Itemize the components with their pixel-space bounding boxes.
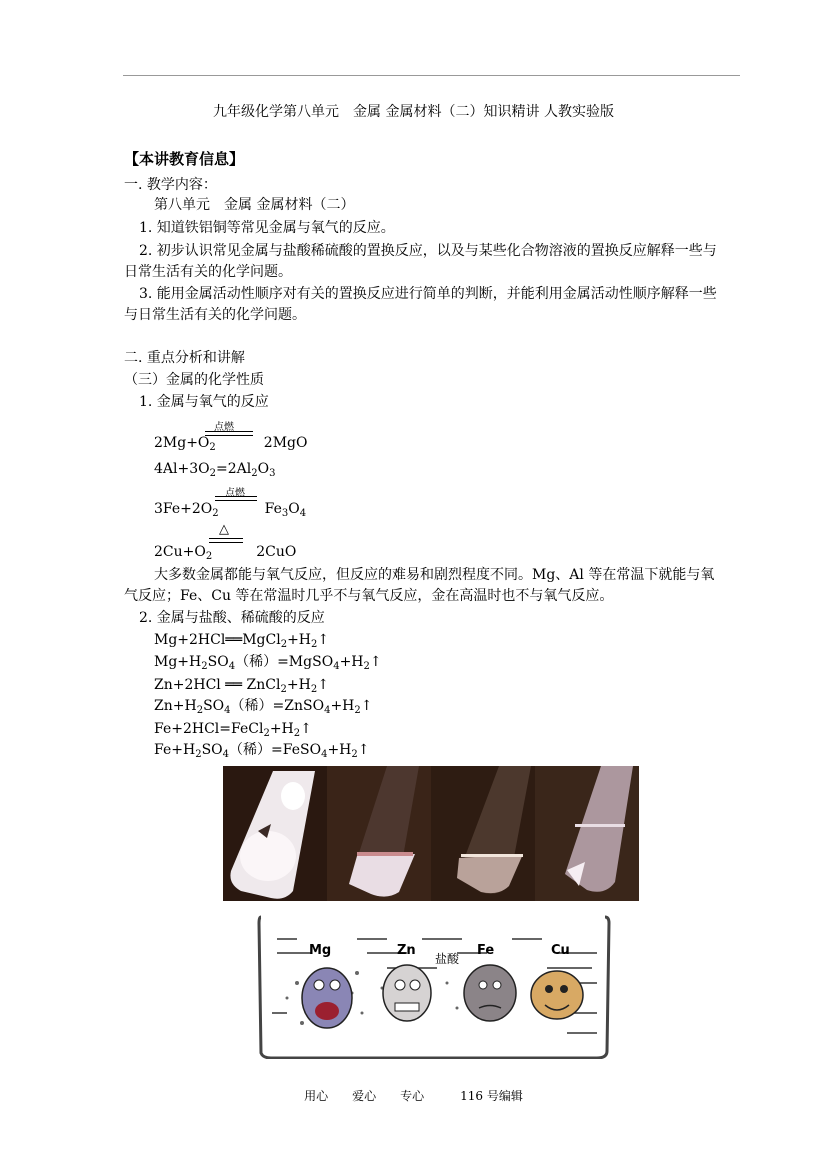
tube-fe-image	[431, 766, 535, 901]
cu-character	[531, 971, 583, 1019]
paragraph-line1: 大多数金属都能与氧气反应，但反应的难易和剧烈程度不同。Mg、Al 等在常温下就能与氧	[154, 567, 715, 583]
reaction-zn-hcl: Zn+2HCl ══ $ZnCl_2+H_2↑$	[154, 677, 329, 695]
reaction-fe-hcl: $Fe+2HCl=FeCl_2+H_2↑$	[154, 721, 312, 739]
objective-3-line2: 与日常生活有关的化学问题。	[124, 307, 306, 323]
footer: 用心 爱心 专心 116 号编辑	[304, 1089, 523, 1103]
tube-mg-image	[223, 766, 327, 901]
label-mg: Mg	[309, 943, 332, 958]
part1-heading: 一. 教学内容：	[124, 177, 217, 193]
header-rule	[123, 75, 740, 76]
objective-2-line2: 日常生活有关的化学问题。	[124, 264, 292, 280]
section-1-title: 1. 金属与氧气的反应	[139, 394, 269, 410]
objective-1: 1. 知道铁铝铜等常见金属与氧气的反应。	[139, 220, 395, 236]
reaction-zn-h2so4: $Zn+H_2SO_4$（稀）$=ZnSO_4+H_2↑$	[154, 698, 373, 716]
page-title: 九年级化学第八单元 金属 金属材料（二）知识精讲 人教实验版	[213, 104, 614, 120]
equation-fe-oxygen: $3Fe+2O_2$ $Fe_3O_4$	[154, 501, 307, 519]
paragraph-line2: 气反应；Fe、Cu 等在常温时几乎不与氧气反应，金在高温时也不与氧气反应。	[124, 588, 614, 604]
condition-heat: △	[219, 522, 229, 537]
tube-cu-image	[535, 766, 639, 901]
fe-character	[464, 965, 516, 1021]
condition-ignite: 点燃	[214, 422, 234, 433]
equation-mg-oxygen: $2Mg+O_2$ 2MgO	[154, 435, 308, 453]
label-hydrochloric-acid: 盐酸	[435, 952, 460, 966]
equation-al-oxygen: $4Al+3O_2=2Al_2O_3$	[154, 461, 276, 479]
section-2-title: 2. 金属与盐酸、稀硫酸的反应	[139, 610, 325, 626]
reaction-fe-h2so4: $Fe+H_2SO_4$（稀）$=FeSO_4+H_2↑$	[154, 742, 370, 760]
mg-character	[302, 968, 352, 1028]
objective-3-line1: 3. 能用金属活动性顺序对有关的置换反应进行简单的判断，并能利用金属活动性顺序解释一些	[139, 286, 717, 302]
label-zn: Zn	[397, 943, 416, 958]
reaction-mg-h2so4: $Mg+H_2SO_4$（稀）$=MgSO_4+H_2↑$	[154, 654, 382, 672]
part1-unit: 第八单元 金属 金属材料（二）	[154, 197, 355, 213]
reaction-mg-hcl: $Mg+2HCl══MgCl_2+H_2↑$	[154, 632, 330, 650]
part2-subheading: （三）金属的化学性质	[124, 372, 264, 388]
part2-heading: 二. 重点分析和讲解	[124, 350, 245, 366]
label-cu: Cu	[551, 943, 570, 958]
objective-2-line1: 2. 初步认识常见金属与盐酸稀硫酸的置换反应，以及与某些化合物溶液的置换反应解释一些与	[139, 243, 717, 259]
test-tubes-photo	[223, 766, 639, 901]
label-fe: Fe	[477, 943, 495, 958]
equation-cu-oxygen: $2Cu+O_2$ 2CuO	[154, 544, 297, 562]
condition-ignite: 点燃	[225, 488, 245, 499]
zn-character	[383, 965, 431, 1021]
section-title: 【本讲教育信息】	[124, 150, 245, 168]
tube-zn-image	[327, 766, 431, 901]
metals-in-acid-cartoon	[257, 913, 611, 1059]
